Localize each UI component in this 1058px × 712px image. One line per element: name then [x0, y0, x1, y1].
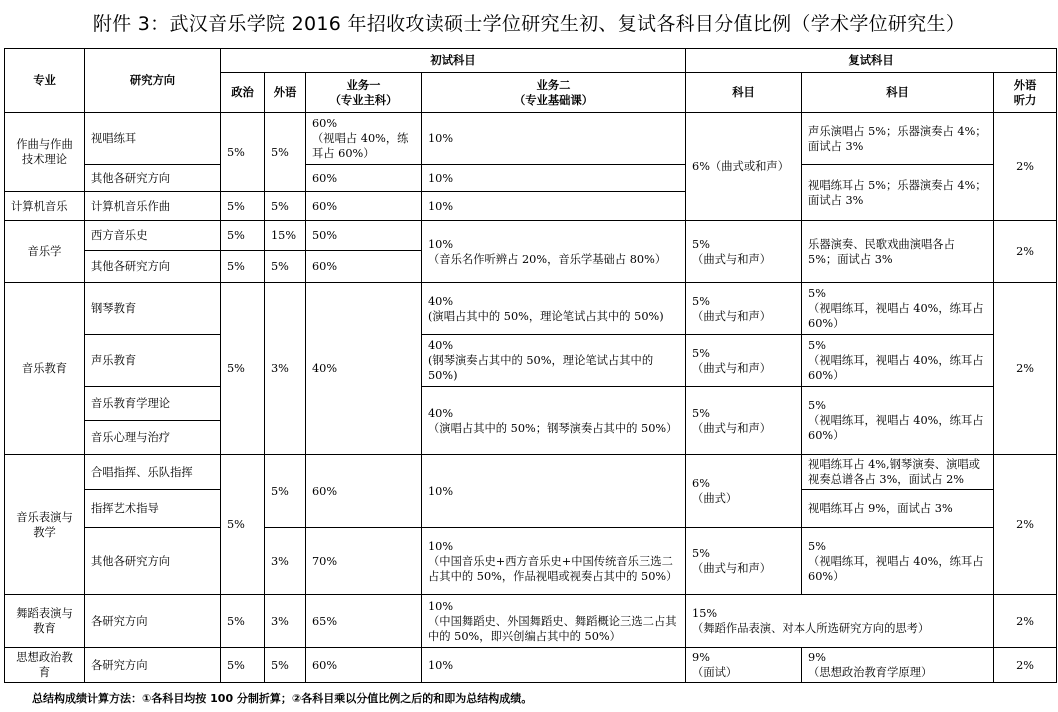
header-listening-2: 听力	[1013, 93, 1037, 107]
course2-cell	[422, 283, 686, 335]
retest-subject1-cell	[686, 387, 802, 455]
major-cell: 音乐表演与教学	[5, 455, 85, 595]
retest-subject2-cell	[802, 283, 994, 335]
retest-subject1-note: （曲式与和声）	[692, 309, 772, 323]
course2-value: 40%	[428, 406, 454, 420]
retest-subject1-value: 5%	[692, 294, 710, 308]
course2-note: (钢琴演奏占其中的 50%，理论笔试占其中的 50%)	[428, 354, 654, 382]
foreign-cell: 5%	[265, 455, 306, 528]
retest-subject2-note: （视唱练耳，视唱占 40%，练耳占 60%）	[808, 302, 984, 330]
foreign-cell: 5%	[265, 251, 306, 283]
major-cell: 思想政治教育	[5, 648, 85, 683]
course2-cell	[422, 595, 686, 648]
retest-subject2-cell: 乐器演奏、民歌戏曲演唱各占 5%；面试占 3%	[802, 221, 994, 283]
foreign-cell: 3%	[265, 283, 306, 455]
foreign-cell: 3%	[265, 528, 306, 595]
retest-subject2-value: 5%	[808, 287, 826, 300]
listening-cell: 2%	[994, 113, 1057, 221]
course2-cell	[422, 221, 686, 283]
course2-note: （音乐名作听辨占 20%，音乐学基础占 80%）	[428, 252, 667, 266]
course2-value: 10%	[428, 539, 454, 553]
retest-subject1-cell	[686, 455, 802, 528]
retest-subject2-note: （思想政治教育学原理）	[808, 666, 933, 679]
foreign-cell: 5%	[265, 192, 306, 221]
header-listening	[994, 73, 1057, 113]
header-subject-1: 科目	[686, 73, 802, 113]
retest-subject2-cell: 视唱练耳占 4%,钢琴演奏、演唱或视奏总谱各占 3%，面试占 2%	[802, 455, 994, 490]
politics-cell: 5%	[221, 113, 265, 192]
retest-subject2-cell: 视唱练耳占 5%；乐器演奏占 4%；面试占 3%	[802, 165, 994, 221]
direction-cell: 音乐心理与治疗	[85, 421, 221, 455]
course2-note: （中国舞蹈史、外国舞蹈史、舞蹈概论三选二占其中的 50%，即兴创编占其中的 50%）	[428, 614, 677, 643]
foreign-cell: 5%	[265, 648, 306, 683]
retest-subject1-cell	[686, 283, 802, 335]
retest-subject1-note: （面试）	[692, 666, 738, 679]
retest-subject-note: （舞蹈作品表演、对本人所选研究方向的思考）	[692, 622, 930, 635]
retest-subject2-cell: 声乐演唱占 5%；乐器演奏占 4%；面试占 3%	[802, 113, 994, 165]
direction-cell: 视唱练耳	[85, 113, 221, 165]
retest-subject1-note: （曲式与和声）	[692, 421, 772, 435]
course2-value: 40%	[428, 294, 454, 308]
header-course2-label: 业务二	[536, 78, 571, 92]
listening-cell: 2%	[994, 455, 1057, 595]
header-prelim: 初试科目	[221, 49, 686, 73]
retest-subject2-cell: 视唱练耳占 9%，面试占 3%	[802, 490, 994, 528]
foreign-cell: 3%	[265, 595, 306, 648]
header-major: 专业	[5, 49, 85, 113]
retest-subject2-note: （视唱练耳，视唱占 40%，练耳占 60%）	[808, 414, 984, 442]
direction-cell: 声乐教育	[85, 335, 221, 387]
page-title: 附件 3：武汉音乐学院 2016 年招收攻读硕士学位研究生初、复试各科目分值比例（学术学位研究生）	[92, 13, 966, 35]
major-cell: 计算机音乐	[5, 192, 85, 221]
direction-cell: 计算机音乐作曲	[85, 192, 221, 221]
footnote: 总结构成绩计算方法：①各科目均按 100 分制折算；②各科目乘以分值比例之后的和即为总结构成绩。	[32, 692, 533, 705]
foreign-cell: 5%	[265, 113, 306, 192]
course1-cell: 50%	[306, 221, 422, 251]
header-course1-sub: （专业主科）	[329, 93, 398, 107]
header-course1	[306, 73, 422, 113]
direction-cell: 其他各研究方向	[85, 251, 221, 283]
retest-subject1-value: 5%	[692, 237, 710, 251]
listening-cell: 2%	[994, 648, 1057, 683]
retest-subject2-note: （视唱练耳，视唱占 40%，练耳占 60%）	[808, 354, 984, 382]
retest-subject1-value: 5%	[692, 547, 710, 560]
course1-cell: 60%	[306, 648, 422, 683]
course1-cell	[306, 113, 422, 165]
retest-subject-value: 15%	[692, 607, 718, 620]
major-cell: 音乐学	[5, 221, 85, 283]
retest-subject1-value: 6%	[692, 477, 710, 490]
politics-cell: 5%	[221, 221, 265, 251]
course2-cell	[422, 387, 686, 455]
direction-cell: 合唱指挥、乐队指挥	[85, 455, 221, 490]
course1-cell: 60%	[306, 251, 422, 283]
course2-value: 40%	[428, 339, 454, 352]
header-politics: 政治	[221, 73, 265, 113]
header-direction: 研究方向	[85, 49, 221, 113]
direction-cell: 各研究方向	[85, 595, 221, 648]
course2-value: 10%	[428, 237, 454, 251]
retest-subject2-value: 5%	[808, 539, 826, 553]
course2-value: 10%	[428, 599, 454, 613]
table-row	[5, 387, 1057, 421]
politics-cell: 5%	[221, 192, 265, 221]
table-row	[5, 455, 1057, 490]
retest-subject1-cell	[686, 221, 802, 283]
retest-subject2-note: （视唱练耳，视唱占 40%，练耳占 60%）	[808, 554, 984, 583]
course1-cell: 70%	[306, 528, 422, 595]
retest-subject2-value: 9%	[808, 651, 826, 664]
direction-cell: 其他各研究方向	[85, 528, 221, 595]
table-row	[5, 595, 1057, 648]
header-course1-label: 业务一	[346, 78, 381, 92]
table-row	[5, 283, 1057, 335]
listening-cell: 2%	[994, 221, 1057, 283]
retest-subject2-cell	[802, 648, 994, 683]
table-row	[5, 648, 1057, 683]
retest-subject1-value: 9%	[692, 651, 710, 664]
politics-cell: 5%	[221, 283, 265, 455]
retest-subject1-note: （曲式与和声）	[692, 252, 772, 266]
direction-cell: 各研究方向	[85, 648, 221, 683]
retest-subject1-note: （曲式与和声）	[692, 562, 772, 575]
retest-subject1-cell	[686, 528, 802, 595]
retest-subject2-cell	[802, 335, 994, 387]
politics-cell: 5%	[221, 595, 265, 648]
course2-cell	[422, 335, 686, 387]
retest-subject1-value: 5%	[692, 406, 710, 420]
course1-cell: 60%	[306, 455, 422, 528]
course2-cell: 10%	[422, 455, 686, 528]
course2-cell: 10%	[422, 192, 686, 221]
direction-cell: 指挥艺术指导	[85, 490, 221, 528]
retest-subject1-cell	[686, 335, 802, 387]
politics-cell: 5%	[221, 648, 265, 683]
course1-cell: 65%	[306, 595, 422, 648]
table-row	[5, 335, 1057, 387]
course2-cell: 10%	[422, 113, 686, 165]
major-cell: 舞蹈表演与教育	[5, 595, 85, 648]
retest-subject1-note: （曲式与和声）	[692, 361, 772, 375]
politics-cell: 5%	[221, 251, 265, 283]
header-retest: 复试科目	[686, 49, 1057, 73]
retest-subject2-value: 5%	[808, 339, 826, 352]
direction-cell: 西方音乐史	[85, 221, 221, 251]
retest-subject2-cell	[802, 387, 994, 455]
politics-cell: 5%	[221, 455, 265, 595]
table-row	[5, 528, 1057, 595]
table-row	[5, 113, 1057, 165]
course2-cell	[422, 528, 686, 595]
major-cell: 作曲与作曲技术理论	[5, 113, 85, 192]
header-subject-2: 科目	[802, 73, 994, 113]
retest-subject-cell	[686, 595, 994, 648]
listening-cell: 2%	[994, 283, 1057, 455]
score-ratio-table	[4, 48, 1057, 683]
retest-subject1-note: （曲式）	[692, 492, 738, 505]
course2-note: (演唱占其中的 50%，理论笔试占其中的 50%)	[428, 309, 664, 323]
course1-cell: 60%	[306, 165, 422, 192]
header-listening-1: 外语	[1013, 78, 1037, 92]
header-course2	[422, 73, 686, 113]
table-row	[5, 221, 1057, 251]
table-row	[5, 165, 1057, 192]
retest-subject2-value: 5%	[808, 399, 826, 412]
listening-cell: 2%	[994, 595, 1057, 648]
course1-cell: 40%	[306, 283, 422, 455]
direction-cell: 音乐教育学理论	[85, 387, 221, 421]
direction-cell: 钢琴教育	[85, 283, 221, 335]
header-course2-sub: （专业基础课）	[513, 93, 594, 107]
course1-cell: 60%	[306, 192, 422, 221]
course2-note: （演唱占其中的 50%；钢琴演奏占其中的 50%）	[428, 421, 678, 435]
course2-note: （中国音乐史+西方音乐史+中国传统音乐三选二占其中的 50%，作品视唱或视奏占其中的 50%）	[428, 554, 678, 583]
retest-subject1-value: 5%	[692, 346, 710, 360]
retest-subject1-cell	[686, 648, 802, 683]
retest-subject1-cell: 6%（曲式或和声）	[686, 113, 802, 221]
course1-value: 60%	[312, 117, 338, 130]
course1-note: （视唱占 40%，练耳占 60%）	[312, 132, 409, 160]
retest-subject2-cell	[802, 528, 994, 595]
course2-cell: 10%	[422, 648, 686, 683]
course2-cell: 10%	[422, 165, 686, 192]
header-foreign: 外语	[265, 73, 306, 113]
foreign-cell: 15%	[265, 221, 306, 251]
direction-cell: 其他各研究方向	[85, 165, 221, 192]
major-cell: 音乐教育	[5, 283, 85, 455]
